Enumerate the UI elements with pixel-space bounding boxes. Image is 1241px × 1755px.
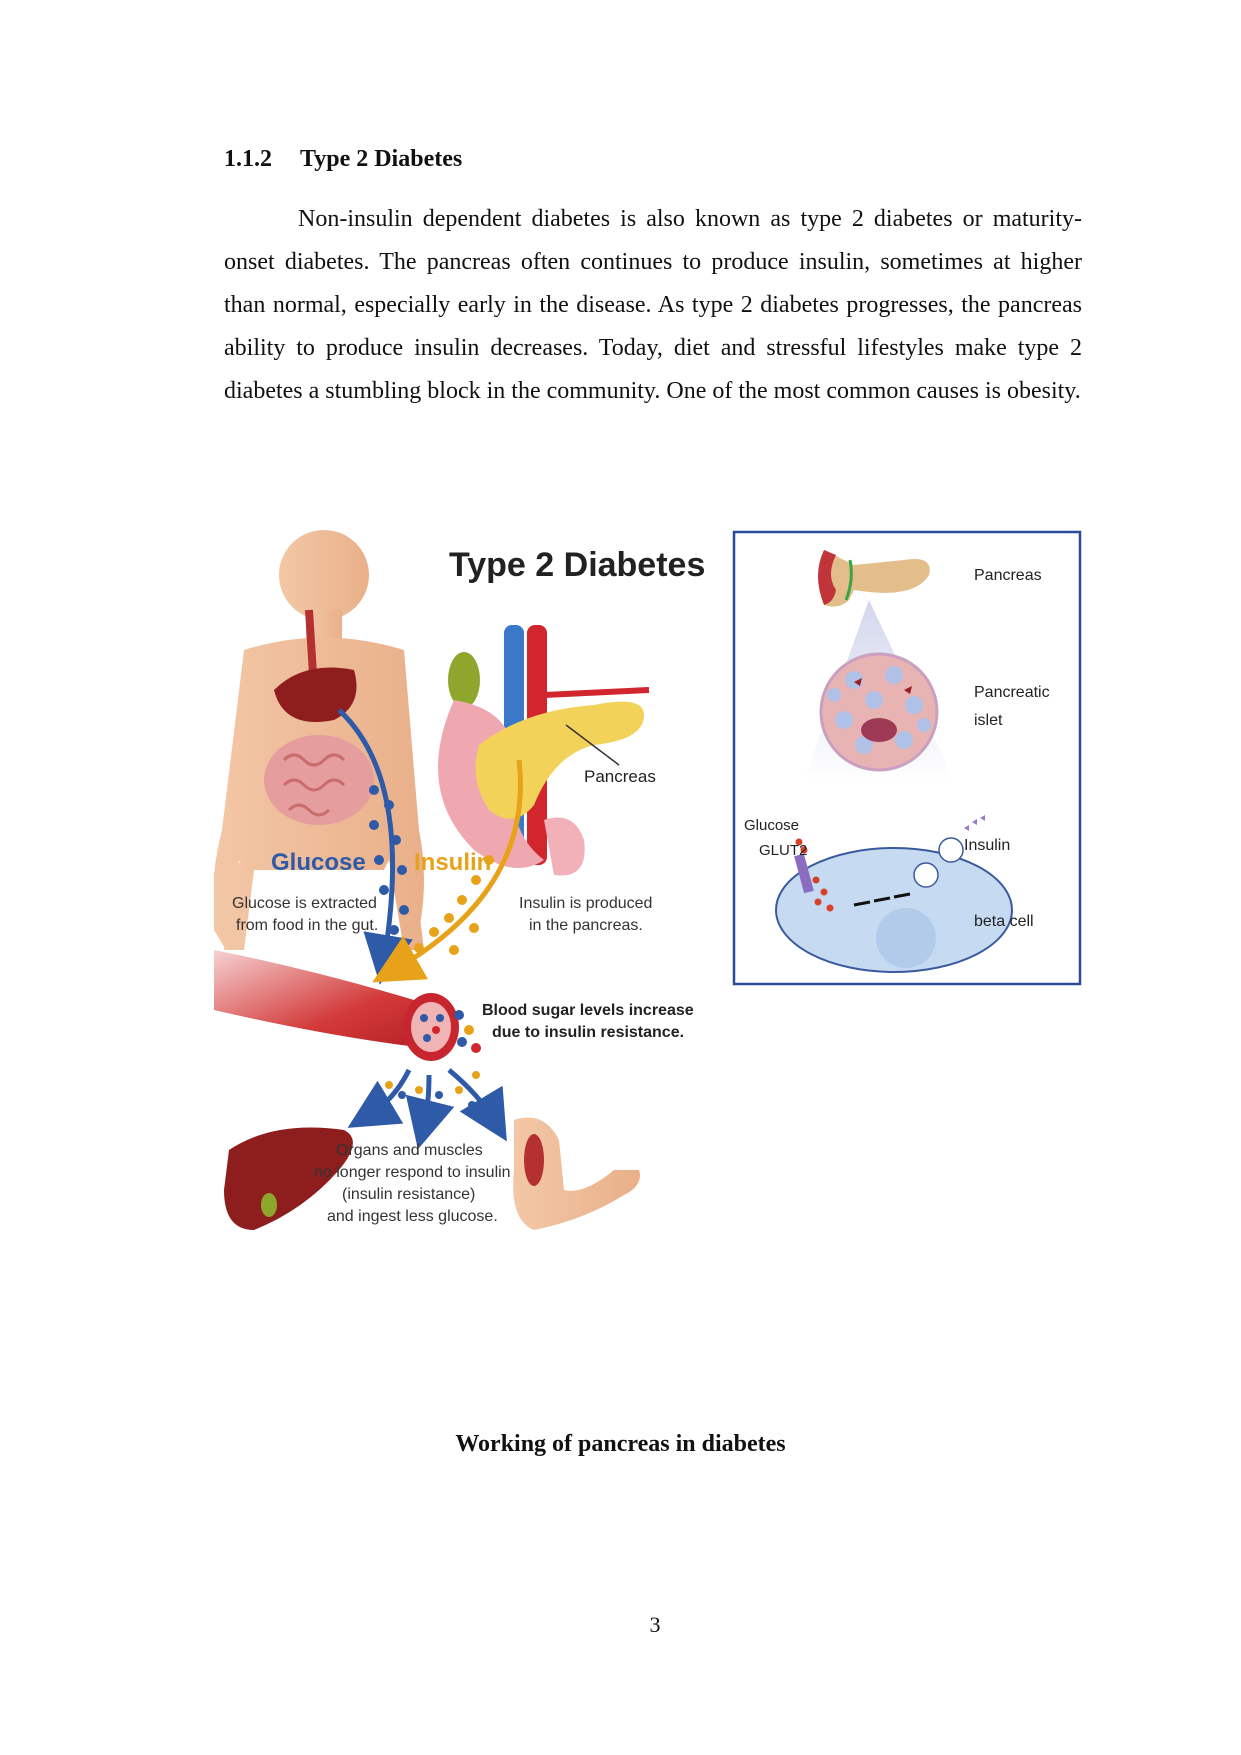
section-number: 1.1.2 bbox=[224, 146, 272, 172]
glucose-desc-line-2: from food in the gut. bbox=[236, 917, 379, 934]
organs-line-1: Organs and muscles bbox=[336, 1142, 483, 1159]
glucose-label: Glucose bbox=[271, 849, 366, 876]
inset-islet-label-1: Pancreatic bbox=[974, 684, 1050, 701]
inset-islet-label-2: islet bbox=[974, 712, 1003, 729]
blood-sugar-line-2: due to insulin resistance. bbox=[492, 1024, 685, 1041]
section-heading bbox=[224, 146, 462, 173]
insulin-desc-line-1: Insulin is produced bbox=[519, 895, 653, 912]
body-paragraph bbox=[224, 198, 1082, 413]
inset-beta-cell-label: beta cell bbox=[974, 913, 1034, 930]
glucose-desc-line-1: Glucose is extracted bbox=[232, 895, 377, 912]
organs-line-2: no longer respond to insulin bbox=[314, 1164, 511, 1181]
figure-title: Type 2 Diabetes bbox=[449, 546, 706, 584]
blood-sugar-line-1: Blood sugar levels increase bbox=[482, 1002, 694, 1019]
inset-insulin-label: Insulin bbox=[964, 837, 1011, 854]
inset-glucose-label: Glucose bbox=[744, 817, 800, 834]
insulin-desc-line-2: in the pancreas. bbox=[529, 917, 643, 934]
page-number: 3 bbox=[649, 1612, 661, 1637]
diabetes-illustration bbox=[214, 530, 1094, 1360]
inset-pancreas-label: Pancreas bbox=[974, 567, 1042, 584]
insulin-label: Insulin bbox=[414, 849, 492, 876]
section-title: Type 2 Diabetes bbox=[300, 146, 463, 172]
organs-line-4: and ingest less glucose. bbox=[327, 1208, 498, 1225]
pancreas-label: Pancreas bbox=[584, 767, 656, 786]
organs-line-3: (insulin resistance) bbox=[342, 1186, 476, 1203]
body-paragraph-text: Non-insulin dependent diabetes is also known as type 2 diabetes or maturity-onset diabetes. The pancreas often continues to produce insulin, sometimes at higher than normal, especially early in the disease. As type 2 diabetes progresses, the pancreas ability to produce insulin decreases. Today, diet and stressful lifestyles make type 2 diabetes a stumbling block in the community. One of the most common causes is obesity. bbox=[224, 206, 1082, 404]
blood-vessel-icon bbox=[214, 950, 481, 1061]
distribution-arrows bbox=[369, 1070, 494, 1125]
figure-caption: Working of pancreas in diabetes bbox=[455, 1431, 786, 1457]
pancreas-organ-icon bbox=[438, 625, 649, 876]
arm-muscle-icon bbox=[513, 1118, 640, 1231]
inset-glut2-label: GLUT2 bbox=[759, 842, 808, 859]
